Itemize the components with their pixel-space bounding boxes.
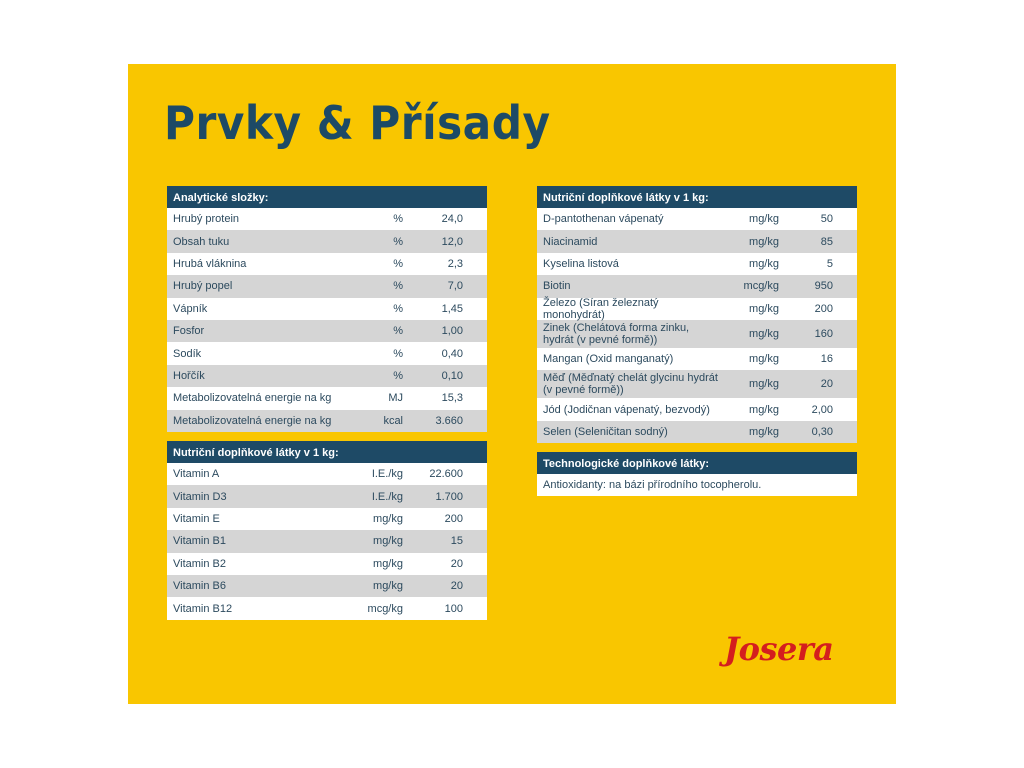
table-row: [167, 553, 487, 575]
table-row: [167, 275, 487, 297]
table-row: [167, 253, 487, 275]
row-unit: I.E./kg: [371, 468, 403, 481]
row-name: Hrubá vláknina: [173, 257, 247, 270]
row-value: 20: [820, 378, 833, 391]
row-value: 24,0: [441, 213, 463, 226]
table-row: [167, 365, 487, 387]
row-unit: mg/kg: [373, 557, 403, 570]
row-value: 20: [450, 580, 463, 593]
row-name: Vitamin D3: [173, 490, 227, 503]
row-name: Vitamin B12: [173, 602, 233, 615]
table-row: [167, 230, 487, 252]
row-value: 5: [826, 257, 833, 270]
row-value: 2,3: [447, 257, 463, 270]
row-unit: %: [393, 369, 403, 382]
table-row: [537, 370, 857, 398]
josera-logo: Josera: [724, 630, 834, 668]
row-name: Hořčík: [173, 369, 205, 382]
row-value: 15: [450, 535, 463, 548]
row-unit: mg/kg: [373, 535, 403, 548]
row-value: 0,30: [811, 425, 833, 438]
technological-text: Antioxidanty: na bázi přírodního tocopherolu.: [537, 474, 857, 496]
page-title: Prvky & Přísady: [164, 96, 551, 150]
analytical-table: [167, 186, 487, 432]
vitamins-table: [167, 441, 487, 620]
row-name: Fosfor: [173, 325, 205, 338]
table-row: [167, 410, 487, 432]
table-row: [167, 508, 487, 530]
row-unit: %: [393, 235, 403, 248]
row-value: 85: [820, 235, 833, 248]
row-value: 0,10: [441, 369, 463, 382]
row-unit: mg/kg: [749, 302, 779, 315]
row-value: 1,00: [441, 325, 463, 338]
row-unit: mg/kg: [373, 580, 403, 593]
row-value: 16: [820, 353, 833, 366]
row-name: Zinek (Chelátová forma zinku, hydrát (v pevné formě)): [543, 321, 690, 346]
table-row: [537, 298, 857, 320]
row-value: 20: [450, 557, 463, 570]
row-unit: mg/kg: [749, 403, 779, 416]
table-row: [167, 485, 487, 507]
row-name: Selen (Seleničitan sodný): [543, 425, 668, 438]
table-row: [537, 275, 857, 297]
table-row: [167, 575, 487, 597]
row-value: 2,00: [811, 403, 833, 416]
table-row: [537, 421, 857, 443]
table-row: [537, 398, 857, 420]
nutritional-table: [537, 186, 857, 443]
row-name: Jód (Jodičnan vápenatý, bezvodý): [543, 403, 710, 416]
row-value: 100: [444, 602, 463, 615]
row-unit: %: [393, 280, 403, 293]
table-row: [167, 530, 487, 552]
row-name: D-pantothenan vápenatý: [543, 213, 664, 226]
technological-table: [537, 452, 857, 496]
row-value: 1.700: [435, 490, 463, 503]
table-row: [537, 230, 857, 252]
table-row: [167, 387, 487, 409]
row-name: Vitamin B2: [173, 557, 226, 570]
row-name: Vitamin B6: [173, 580, 226, 593]
row-value: 160: [814, 327, 833, 340]
row-unit: mg/kg: [749, 353, 779, 366]
row-unit: kcal: [383, 414, 403, 427]
row-name: Metabolizovatelná energie na kg: [173, 392, 332, 405]
row-name: Mangan (Oxid manganatý): [543, 353, 674, 366]
row-name: Měď (Měďnatý chelát glycinu hydrát (v pevné formě)): [543, 372, 718, 397]
table-row: [537, 253, 857, 275]
table-row: [167, 320, 487, 342]
table-row: [537, 320, 857, 348]
row-value: 0,40: [441, 347, 463, 360]
row-value: 50: [820, 213, 833, 226]
row-name: Metabolizovatelná energie na kg: [173, 414, 332, 427]
row-unit: %: [393, 347, 403, 360]
row-unit: %: [393, 213, 403, 226]
row-value: 200: [444, 512, 463, 525]
table-row: [537, 208, 857, 230]
row-name: Vápník: [173, 302, 208, 315]
row-name: Niacinamid: [543, 235, 598, 248]
nutritional-header: Nutriční doplňkové látky v 1 kg:: [537, 186, 857, 208]
row-value: 200: [814, 302, 833, 315]
row-unit: mg/kg: [749, 235, 779, 248]
row-unit: mcg/kg: [743, 280, 779, 293]
row-name: Sodík: [173, 347, 202, 360]
row-unit: MJ: [388, 392, 403, 405]
table-row: [537, 348, 857, 370]
row-unit: mg/kg: [749, 378, 779, 391]
row-value: 3.660: [435, 414, 463, 427]
row-unit: mg/kg: [749, 327, 779, 340]
row-name: Hrubý protein: [173, 213, 240, 226]
row-unit: mg/kg: [749, 425, 779, 438]
row-name: Biotin: [543, 280, 571, 293]
table-row: [167, 208, 487, 230]
row-value: 12,0: [441, 235, 463, 248]
row-unit: mg/kg: [749, 213, 779, 226]
table-row: [167, 298, 487, 320]
row-name: Vitamin A: [173, 468, 220, 481]
row-name: Hrubý popel: [173, 280, 233, 293]
technological-header: Technologické doplňkové látky:: [537, 452, 857, 474]
analytical-header: Analytické složky:: [167, 186, 487, 208]
table-row: [167, 597, 487, 619]
row-unit: %: [393, 325, 403, 338]
row-value: 1,45: [441, 302, 463, 315]
row-name: Železo (Síran železnatý monohydrát): [543, 296, 659, 321]
row-value: 22.600: [429, 468, 463, 481]
row-name: Obsah tuku: [173, 235, 230, 248]
row-unit: mg/kg: [749, 257, 779, 270]
row-unit: mg/kg: [373, 512, 403, 525]
row-name: Kyselina listová: [543, 257, 619, 270]
row-name: Vitamin B1: [173, 535, 226, 548]
row-unit: I.E./kg: [371, 490, 403, 503]
vitamins-header: Nutriční doplňkové látky v 1 kg:: [167, 441, 487, 463]
row-unit: %: [393, 302, 403, 315]
table-row: [167, 342, 487, 364]
table-row: [167, 463, 487, 485]
row-value: 950: [814, 280, 833, 293]
row-unit: mcg/kg: [367, 602, 403, 615]
row-name: Vitamin E: [173, 512, 220, 525]
row-value: 15,3: [441, 392, 463, 405]
row-value: 7,0: [447, 280, 463, 293]
row-unit: %: [393, 257, 403, 270]
